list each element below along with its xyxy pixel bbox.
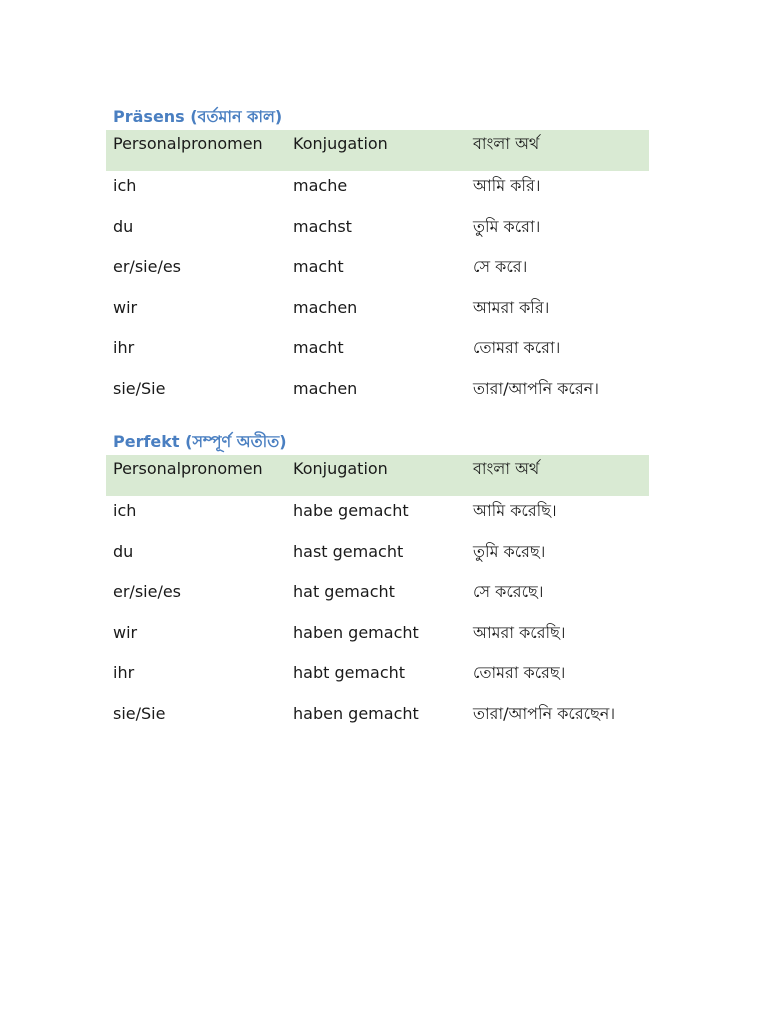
header-conjugation: Konjugation: [293, 134, 388, 153]
cell-conjugation: habe gemacht: [293, 501, 409, 520]
table-row: [106, 212, 649, 253]
cell-conjugation: habt gemacht: [293, 663, 406, 683]
cell-pronoun: ich: [113, 176, 137, 195]
header-meaning: বাংলা অর্থ: [473, 134, 540, 153]
table-row: [106, 496, 649, 537]
header-pronoun: Personalpronomen: [113, 134, 263, 153]
cell-pronoun: ihr: [113, 338, 135, 358]
cell-conjugation: haben gemacht: [293, 622, 419, 642]
cell-meaning: আমরা করি।: [473, 297, 550, 317]
cell-conjugation: macht: [293, 338, 344, 358]
cell-pronoun: wir: [113, 297, 138, 317]
header-conjugation: Konjugation: [293, 459, 388, 478]
cell-pronoun: er/sie/es: [113, 257, 182, 277]
cell-meaning: তুমি করো।: [473, 216, 541, 236]
cell-meaning: তোমরা করেছ।: [473, 663, 566, 683]
cell-pronoun: du: [113, 541, 134, 561]
cell-conjugation: machen: [293, 297, 358, 317]
conjugation-table: [106, 130, 649, 415]
table-row: [106, 658, 649, 699]
table-row: [106, 577, 649, 618]
section-title: Präsens (বর্তমান কাল): [113, 107, 283, 126]
cell-meaning: আমরা করেছি।: [473, 622, 566, 642]
header-meaning: বাংলা অর্থ: [473, 459, 540, 478]
cell-pronoun: du: [113, 216, 134, 236]
section-praesens: [106, 104, 649, 415]
cell-pronoun: ihr: [113, 663, 135, 683]
cell-conjugation: mache: [293, 176, 348, 195]
cell-meaning: আমি করেছি।: [473, 501, 557, 520]
cell-pronoun: wir: [113, 622, 138, 642]
section-perfekt: [106, 429, 649, 740]
cell-meaning: তোমরা করো।: [473, 338, 561, 358]
table-row: [106, 171, 649, 212]
cell-conjugation: hast gemacht: [293, 541, 404, 561]
cell-conjugation: haben gemacht: [293, 703, 419, 723]
cell-meaning: সে করেছে।: [473, 582, 544, 602]
cell-pronoun: ich: [113, 501, 137, 520]
table-row: [106, 252, 649, 293]
cell-meaning: তারা/আপনি করেন।: [473, 378, 599, 398]
table-row: [106, 374, 649, 415]
cell-meaning: আমি করি।: [473, 176, 541, 195]
header-pronoun: Personalpronomen: [113, 459, 263, 478]
table-row: [106, 618, 649, 659]
table-row: [106, 293, 649, 334]
table-row: [106, 699, 649, 740]
cell-pronoun: er/sie/es: [113, 582, 182, 602]
cell-meaning: তুমি করেছ।: [473, 541, 546, 561]
cell-conjugation: machen: [293, 378, 358, 398]
table-header-row: [106, 130, 649, 171]
cell-pronoun: sie/Sie: [113, 378, 166, 398]
cell-conjugation: machst: [293, 216, 352, 236]
conjugation-table: [106, 455, 649, 740]
cell-meaning: তারা/আপনি করেছেন।: [473, 703, 616, 723]
cell-conjugation: macht: [293, 257, 344, 277]
section-title: Perfekt (সম্পূর্ণ অতীত): [113, 432, 287, 451]
table-row: [106, 333, 649, 374]
cell-conjugation: hat gemacht: [293, 582, 395, 602]
cell-pronoun: sie/Sie: [113, 703, 166, 723]
cell-meaning: সে করে।: [473, 257, 528, 277]
table-header-row: [106, 455, 649, 496]
table-row: [106, 537, 649, 578]
